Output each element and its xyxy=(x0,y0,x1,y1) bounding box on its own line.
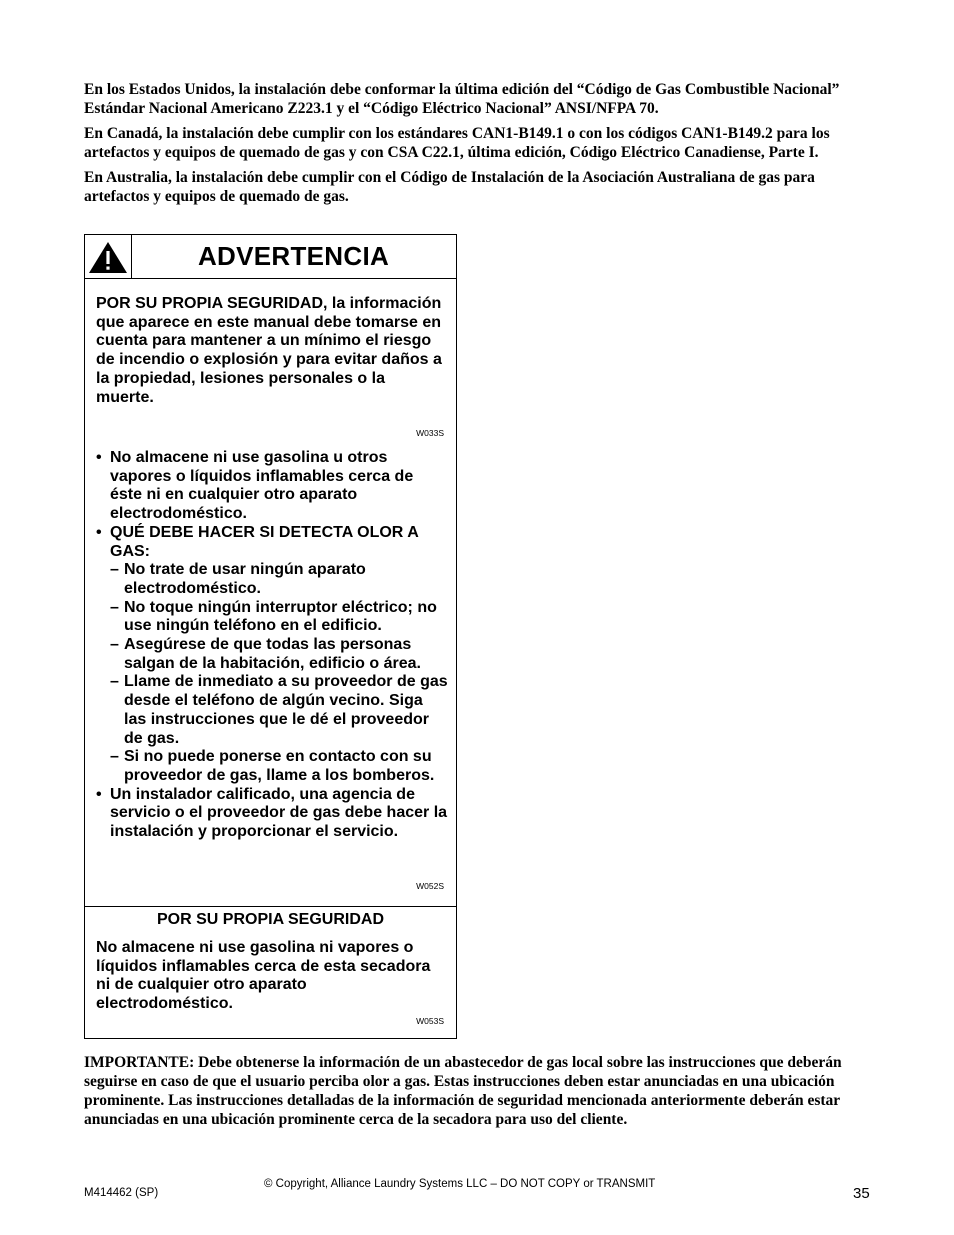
intro-australia-paragraph: En Australia, la instalación debe cumplir con el Código de Instalación de la Asociación Australiana de gas para artefactos y equipos de quemado de gas. xyxy=(84,169,815,205)
safety-section-body: No almacene ni use gasolina ni vapores o líquidos inflamables cerca de esta secadora ni de cualquier otro aparato electrodoméstico. xyxy=(96,939,431,1013)
footer-document-number: M414462 (SP) xyxy=(84,1187,159,1199)
sub-list-item: – No toque ningún interruptor eléctrico; no use ningún teléfono en el edificio. xyxy=(96,599,448,636)
sub-list-item: – Si no puede ponerse en contacto con su proveedor de gas, llame a los bomberos. xyxy=(96,748,448,785)
intro-canada-paragraph: En Canadá, la instalación debe cumplir con los estándares CAN1-B149.1 o con los códigos CAN1-B149.2 para los artefactos y equipos de quemado de gas y con CSA C22.1, última edición, Código Eléctrico Canadiense, Parte I. xyxy=(84,125,830,161)
sub-list-item: – Llame de inmediato a su proveedor de gas desde el teléfono de algún vecino. Siga las instrucciones que le dé el proveedor de gas. xyxy=(96,673,448,748)
warning-code: W033S xyxy=(416,428,444,438)
warning-triangle-icon xyxy=(87,240,129,274)
section-divider xyxy=(85,906,456,907)
intro-text xyxy=(84,80,874,212)
safety-statement: POR SU PROPIA SEGURIDAD, la información que aparece en este manual debe tomarse en cuenta para mantener a un mínimo el riesgo de incendio o explosión y para evitar daños a la propiedad, lesiones personales o la muerte. xyxy=(96,295,442,406)
intro-usa-paragraph: En los Estados Unidos, la instalación debe conformar la última edición del “Código de Gas Combustible Nacional” Estándar Nacional Americano Z223.1 y el “Código Eléctrico Nacional” ANSI/NFPA 70. xyxy=(84,81,840,117)
warning-title: ADVERTENCIA xyxy=(197,241,390,271)
warning-code: W053S xyxy=(416,1016,444,1026)
important-note: IMPORTANTE: Debe obtenerse la información de un abastecedor de gas local sobre las instrucciones que deberán seguirse en caso de que el usuario perciba olor a gas. Estas instrucciones deben estar anunciadas en una ubicación prominente. Las instrucciones detalladas de la información de seguridad mencionada anteriormente deberán estar anunciadas en una ubicación prominente cerca de la secadora para uso del cliente. xyxy=(84,1054,842,1128)
sub-list-item: – Asegúrese de que todas las personas salgan de la habitación, edificio o área. xyxy=(96,636,448,673)
list-item: • QUÉ DEBE HACER SI DETECTA OLOR A GAS: xyxy=(96,524,448,561)
list-item: • No almacene ni use gasolina u otros vapores o líquidos inflamables cerca de éste ni en cualquier otro aparato electrodoméstico. xyxy=(96,449,448,524)
warning-icon-cell xyxy=(85,235,132,278)
list-item: • Un instalador calificado, una agencia de servicio o el proveedor de gas debe hacer la instalación y proporcionar el servicio. xyxy=(96,786,448,842)
sub-list-item: – No trate de usar ningún aparato electrodoméstico. xyxy=(96,561,448,598)
warning-header xyxy=(85,235,456,279)
gas-safety-list xyxy=(96,449,448,842)
footer-copyright: © Copyright, Alliance Laundry Systems LLC – DO NOT COPY or TRANSMIT xyxy=(264,1178,656,1190)
page-number: 35 xyxy=(853,1185,870,1202)
warning-code: W052S xyxy=(416,881,444,891)
safety-section-title: POR SU PROPIA SEGURIDAD xyxy=(157,911,384,928)
warning-box xyxy=(84,234,457,1039)
